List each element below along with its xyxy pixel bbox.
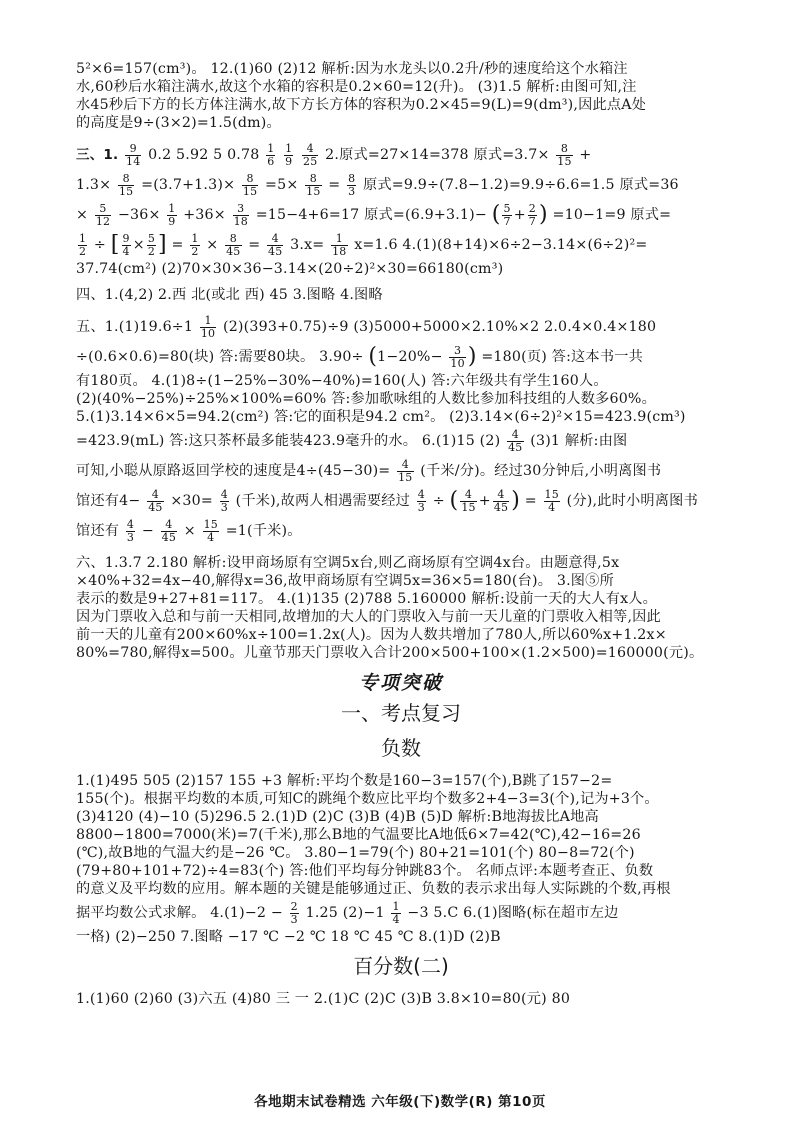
text-line: 1.(1)60 (2)60 (3)六五 (4)80 三 一 2.(1)C (2)C (3)B 3.8×10=80(元) 80 bbox=[76, 991, 571, 1007]
fraction: $\frac{15}{4}$ bbox=[544, 487, 559, 514]
text-span: =(3.7+1.3)× bbox=[141, 177, 236, 193]
text-line: 因为门票收入总和与前一天相同,故增加的大人的门票收入与前一天儿童的门票收入相等,因此 bbox=[76, 609, 661, 625]
fraction: $\frac{4}{45}$ bbox=[268, 231, 283, 258]
text-span: × bbox=[183, 523, 196, 539]
text-span: 1.3× bbox=[76, 177, 112, 193]
text-line bbox=[76, 516, 726, 546]
fraction: $\frac{9}{14}$ bbox=[126, 141, 141, 168]
fraction: $\frac{4}{25}$ bbox=[303, 141, 318, 168]
fraction: $\frac{1}{9}$ bbox=[285, 141, 293, 168]
text-line: 四、1.(4,2) 2.西 北(或北 西) 45 3.图略 4.图略 bbox=[76, 287, 383, 303]
text-line: (79+80+101+72)÷4=83(个) 答:他们平均每分钟跳83个。 名师点评:本题考查正、负数 bbox=[76, 863, 654, 879]
fraction: $\frac{1}{18}$ bbox=[332, 231, 347, 258]
text-line: 37.74(cm²) (2)70×30×36−3.14×(20÷2)²×30=66180(cm³) bbox=[76, 261, 504, 277]
text-line: $\frac{1}{2}$ ÷ [ $\frac{9}{4}$ × $\frac{5}{2}$ ] = $\frac{1}{2}$ × $\frac{8}{45}$ = $\frac{4}{45}$ 3.x= $\frac{1}{18}$ x=1.6 4.(1)(8+14)×6÷2−3.14×(6÷2)²= bbox=[79, 231, 648, 258]
fraction: $\frac{4}{45}$ bbox=[508, 427, 523, 454]
fraction: $\frac{3}{10}$ bbox=[450, 343, 465, 370]
text-line: 前一天的儿童有200×60%x÷100=1.2x(人)。因为人数共增加了780人,所以60%x+1.2x× bbox=[76, 627, 667, 643]
page-footer: 各地期末试卷精选 六年级(下)数学(R) 第10页 bbox=[254, 1094, 546, 1110]
section-number: 三、1. bbox=[76, 147, 119, 163]
text-span: (2)(393+0.75)÷9 (3)5000+5000×2.10%×2 2.0.4×0.4×180 bbox=[222, 319, 657, 335]
text-span: =5× bbox=[265, 177, 299, 193]
fraction: $\frac{4}{45}$ bbox=[148, 487, 163, 514]
text-span: = bbox=[524, 493, 537, 509]
fraction: $\frac{1}{2}$ bbox=[191, 231, 199, 258]
topic-heading: 负数 bbox=[381, 736, 421, 760]
text-span: ÷ bbox=[432, 493, 445, 509]
fraction: $\frac{8}{45}$ bbox=[226, 231, 241, 258]
text-span: − bbox=[141, 523, 154, 539]
text-span: 0.2 5.92 5 0.78 bbox=[148, 147, 260, 163]
text-line: 六、1.3.7 2.180 解析:设甲商场原有空调5x台,则乙商场原有空调4x台。由题意得,5x bbox=[76, 555, 620, 571]
subsection-heading: 一、考点复习 bbox=[341, 701, 461, 725]
text-span: (千米/分)。经过30分钟后,小明离图书 bbox=[420, 463, 662, 479]
text-line: 表示的数是9+27+81=117。 4.(1)135 (2)788 5.160000 解析:设前一天的大人有x人。 bbox=[76, 591, 658, 607]
text-span: 馆还有4− bbox=[76, 493, 141, 509]
fraction: $\frac{4}{45}$ bbox=[161, 517, 177, 544]
section-heading: 专项突破 bbox=[358, 672, 443, 694]
fraction: $\frac{8}{3}$ bbox=[348, 171, 356, 198]
text-span: = bbox=[328, 177, 341, 193]
fraction: $\frac{1}{6}$ bbox=[267, 141, 275, 168]
text-line: 1.(1)495 505 (2)157 155 +3 解析:平均个数是160−3=157(个),B跳了157−2= bbox=[76, 773, 613, 789]
text-span: = bbox=[248, 237, 261, 253]
text-span: (千米),故两人相遇需要经过 bbox=[235, 493, 411, 509]
text-line: ×40%+32=4x−40,解得x=36,故甲商场原有空调5x=36×5=180(台)。 3.图⑤所 bbox=[76, 573, 614, 589]
fraction: $\frac{5}{2}$ bbox=[147, 231, 156, 258]
text-line bbox=[76, 426, 726, 456]
text-span: (分),此时小明离图书 bbox=[566, 493, 698, 509]
fraction: $\frac{1}{9}$ bbox=[168, 201, 176, 228]
text-line: 一格) (2)−250 7.图略 −17 ℃ −2 ℃ 18 ℃ 45 ℃ 8.(1)D (2)B bbox=[76, 929, 501, 945]
text-span: × bbox=[206, 237, 219, 253]
text-line bbox=[76, 312, 726, 342]
fraction: $\frac{5}{7}$ bbox=[503, 201, 511, 228]
text-line: 有180页。 4.(1)8÷(1−25%−30%−40%)=160(人) 答:六年级共有学生160人。 bbox=[76, 373, 608, 389]
text-span: ÷ bbox=[93, 237, 107, 253]
text-line: (2)(40%−25%)÷25%×100%=60% 答:参加歌咏组的人数比参加科技组的人数多60%。 bbox=[76, 391, 656, 407]
text-span: ÷(0.6×0.6)=80(块) 答:需要80块。 3.90÷ bbox=[76, 349, 364, 365]
text-line bbox=[76, 140, 726, 170]
text-line bbox=[76, 456, 726, 486]
text-span: 可知,小聪从原路返回学校的速度是4÷(45−30)= bbox=[76, 463, 391, 479]
text-span: =10−1=9 原式= bbox=[552, 207, 672, 223]
text-line: 5²×6=157(cm³)。 12.(1)60 (2)12 解析:因为水龙头以0.2升/秒的速度给这个水箱注 bbox=[76, 61, 628, 77]
text-line: 5.(1)3.14×6×5=94.2(cm²) 答:它的面积是94.2 cm²。 (2)3.14×(6÷2)²×15=423.9(cm³) bbox=[76, 409, 686, 425]
text-span: −36× bbox=[117, 207, 161, 223]
fraction: $\frac{9}{4}$ bbox=[122, 231, 130, 258]
fraction: $\frac{2}{7}$ bbox=[528, 201, 536, 228]
text-span: 馆还有 bbox=[76, 523, 120, 539]
fraction: $\frac{1}{4}$ bbox=[392, 899, 400, 926]
text-line: 的意义及平均数的应用。解本题的关键是能够通过正、负数的表示求出每人实际跳的个数,再根 bbox=[76, 881, 671, 897]
answer-page bbox=[76, 60, 726, 1008]
text-line bbox=[76, 170, 726, 200]
text-span: ×30= bbox=[170, 493, 213, 509]
text-line: 155(个)。根据平均数的本质,可知C的跳绳个数应比平均个数多2+4−3=3(个),记为+3个。 bbox=[76, 791, 659, 807]
text-span: + bbox=[579, 147, 592, 163]
fraction: $\frac{8}{15}$ bbox=[306, 171, 321, 198]
text-line bbox=[76, 898, 726, 928]
text-span: =423.9(mL) 答:这只茶杯最多能装423.9毫升的水。 6.(1)15 (2) bbox=[76, 433, 501, 449]
fraction: $\frac{15}{4}$ bbox=[203, 517, 218, 544]
fraction: $\frac{4}{15}$ bbox=[398, 457, 413, 484]
text-line: 馆还有4− $\frac{4}{45}$ ×30= $\frac{4}{3}$ (千米),故两人相遇需要经过 $\frac{4}{3}$ ÷ ( $\frac{4}{15}$ + $\frac{4}{45}$ ) = $\frac{15}{4}$ (分),此时小明离图书 bbox=[76, 487, 698, 514]
text-span: = bbox=[171, 237, 184, 253]
text-span: x=1.6 4.(1)(8+14)×6÷2−3.14×(6÷2)²= bbox=[354, 237, 648, 253]
fraction: $\frac{4}{3}$ bbox=[126, 517, 135, 544]
text-line: ÷(0.6×0.6)=80(块) 答:需要80块。 3.90÷ (1−20%− $\frac{3}{10}$ ) =180(页) 答:这本书一共 bbox=[76, 343, 643, 370]
text-span: =15−4+6=17 原式=(6.9+3.1)− bbox=[255, 207, 487, 223]
fraction: $\frac{8}{15}$ bbox=[118, 171, 134, 198]
fraction: $\frac{8}{15}$ bbox=[557, 141, 572, 168]
text-span: =180(页) 答:这本书一共 bbox=[481, 349, 643, 365]
text-span: 3.x= bbox=[290, 237, 325, 253]
text-line: × $\frac{5}{12}$ −36× $\frac{1}{9}$ +36× $\frac{3}{18}$ =15−4+6=17 原式=(6.9+3.1)− ( $\frac{5}{7}$ + $\frac{2}{7}$ ) =10−1=9 原式= bbox=[76, 201, 672, 228]
text-span: 2.原式=27×14=378 原式=3.7× bbox=[325, 147, 550, 163]
text-line: (3)4120 (4)−10 (5)296.5 2.(1)D (2)C (3)B (4)B (5)D 解析:B地海拔比A地高 bbox=[76, 809, 599, 825]
fraction: $\frac{4}{15}$ bbox=[461, 487, 476, 514]
fraction: $\frac{8}{15}$ bbox=[242, 171, 258, 198]
text-line: 80%=780,解得x=500。儿童节那天门票收入合计200×500+100×(1.2×500)=160000(元)。 bbox=[76, 645, 704, 661]
fraction: $\frac{2}{3}$ bbox=[290, 899, 298, 926]
text-line: 的高度是9÷(3×2)=1.5(dm)。 bbox=[76, 115, 281, 131]
text-span: (3)1 解析:由图 bbox=[530, 433, 628, 449]
fraction: $\frac{4}{3}$ bbox=[220, 487, 228, 514]
text-line: 水,60秒后水箱注满水,故这个水箱的容积是0.2×60=12(升)。 (3)1.5 解析:由图可知,注 bbox=[76, 79, 637, 95]
text-span: 原式=9.9÷(7.8−1.2)=9.9÷6.6=1.5 原式=36 bbox=[363, 177, 679, 193]
topic-heading: 百分数(二) bbox=[353, 954, 449, 978]
fraction: $\frac{3}{18}$ bbox=[233, 201, 248, 228]
fraction: $\frac{1}{10}$ bbox=[200, 313, 216, 340]
text-span: 五、1.(1)19.6÷1 bbox=[76, 319, 194, 335]
text-span: =1(千米)。 bbox=[225, 523, 302, 539]
text-line: 8800−1800=7000(米)=7(千米),那么B地的气温要比A地低6×7=42(℃),42−16=26 bbox=[76, 827, 641, 843]
text-span: × bbox=[76, 207, 89, 223]
text-span: 1−20%− bbox=[377, 349, 443, 365]
text-line: (℃),故B地的气温大约是−26 ℃。 3.80−1=79(个) 80+21=101(个) 80−8=72(个) bbox=[76, 845, 635, 861]
text-span: 1.25 (2)−1 bbox=[305, 905, 385, 921]
fraction: $\frac{5}{12}$ bbox=[95, 201, 111, 228]
text-span: −3 5.C 6.(1)图略(标在超市左边 bbox=[407, 905, 619, 921]
fraction: $\frac{1}{2}$ bbox=[79, 231, 87, 258]
text-line: 水45秒后下方的长方体注满水,故下方长方体的容积为0.2×45=9(L)=9(dm³),因此点A处 bbox=[76, 97, 647, 113]
fraction: $\frac{4}{45}$ bbox=[493, 487, 509, 514]
text-span: 据平均数公式求解。 4.(1)−2 − bbox=[76, 905, 283, 921]
text-span: +36× bbox=[183, 207, 226, 223]
fraction: $\frac{4}{3}$ bbox=[417, 487, 425, 514]
